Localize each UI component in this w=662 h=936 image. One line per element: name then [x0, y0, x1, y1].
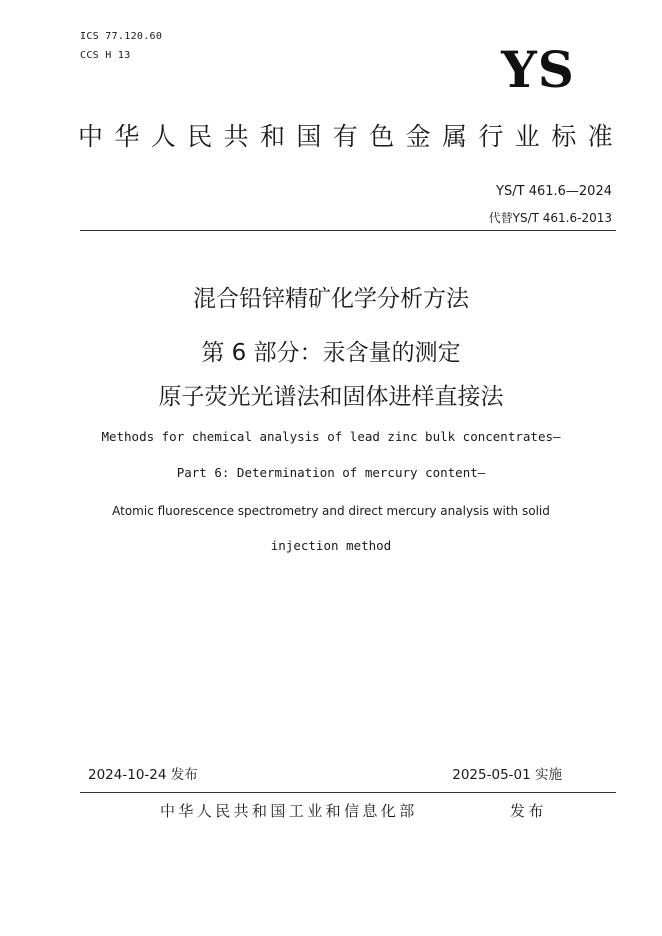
ys-logo: YS — [501, 40, 575, 99]
title-zh-line2: 第 6 部分：汞含量的测定 — [201, 340, 461, 366]
publisher: 中华人民共和国工业和信息化部 — [160, 802, 418, 820]
title-en-line1: Methods for chemical analysis of lead zinc bulk concentrates— — [101, 429, 561, 444]
standard-category: 中华人民共和国有色金属行业标准 — [78, 122, 625, 151]
publish-label: 发布 — [510, 802, 547, 820]
implementation-date: 2025-05-01 实施 — [452, 767, 562, 783]
title-zh-line3: 原子荧光光谱法和固体进样直接法 — [158, 384, 504, 410]
title-zh-line1: 混合铅锌精矿化学分析方法 — [193, 286, 469, 312]
standard-code: YS/T 461.6—2024 — [496, 184, 612, 199]
ics-code: ICS 77.120.60 — [80, 31, 163, 42]
bottom-divider — [80, 792, 616, 793]
title-en-line4: injection method — [270, 538, 392, 553]
ccs-code: CCS H 13 — [80, 50, 131, 61]
replaces-standard: 代替YS/T 461.6-2013 — [488, 211, 612, 225]
top-divider — [80, 230, 616, 231]
title-en-line3: Atomic fluorescence spectrometry and direct mercury analysis with solid — [112, 504, 550, 518]
issue-date: 2024-10-24 发布 — [88, 767, 198, 783]
title-en-line2: Part 6: Determination of mercury content— — [176, 465, 486, 480]
